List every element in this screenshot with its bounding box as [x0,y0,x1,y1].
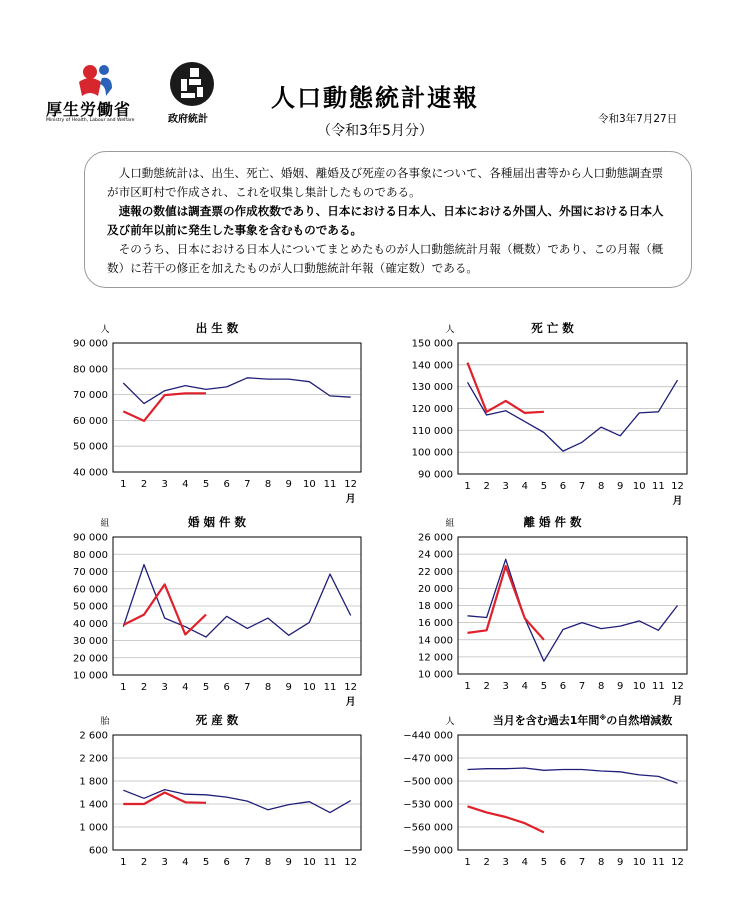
x-tick-label: 11 [652,681,665,692]
x-tick-label: 6 [223,479,230,490]
x-tick-label: 4 [182,857,189,868]
series-line-current-year [468,566,544,640]
x-tick-label: 1 [464,681,471,692]
y-tick-label: 140 000 [411,360,453,372]
x-tick-label: 10 [632,681,646,692]
y-tick-label: 20 000 [73,653,108,665]
x-tick-label: 5 [540,857,548,868]
chart-unit-label: 胎 [100,717,110,727]
chart-deaths [380,318,710,510]
series-line-current-year [468,363,544,413]
y-tick-label: 90 000 [73,532,108,544]
chart-title: 死 亡 数 [531,321,574,335]
x-tick-label: 11 [652,481,665,492]
notice-paragraph-1: 人口動態統計は、出生、死亡、婚姻、離婚及び死産の各事象について、各種届出書等から人口動態調査票が市区町村で作成され、これを収集し集計したものである。 [107,166,664,199]
x-tick-label: 8 [597,857,605,868]
chart-stillbirths [40,710,370,880]
x-tick-label: 6 [559,681,567,692]
y-tick-label: −500 000 [403,776,453,788]
y-tick-label: 20 000 [418,583,453,595]
chart-unit-label: 組 [445,519,455,529]
plot-frame [458,735,687,850]
x-tick-label: 12 [671,681,684,692]
x-tick-label: 6 [559,481,567,492]
y-tick-label: 16 000 [418,618,453,630]
y-tick-label: 90 000 [418,469,453,481]
x-tick-label: 7 [244,857,251,868]
x-tick-label: 5 [202,479,210,490]
y-tick-label: 80 000 [73,549,108,561]
y-tick-label: −530 000 [403,799,453,811]
x-tick-label: 12 [671,857,684,868]
x-tick-label: 9 [617,481,624,492]
x-tick-label: 10 [302,682,316,693]
y-tick-label: 10 000 [73,670,108,682]
x-tick-label: 11 [323,682,337,693]
chart-unit-label: 人 [100,325,110,335]
y-tick-label: 50 000 [73,441,108,453]
y-tick-label: 2 200 [79,753,108,765]
x-tick-label: 9 [285,479,292,490]
x-tick-label: 8 [597,481,605,492]
x-tick-label: 11 [323,857,337,868]
x-tick-label: 3 [161,857,168,868]
x-tick-label: 5 [202,857,210,868]
x-tick-label: 8 [264,857,272,868]
y-tick-label: 26 000 [418,532,453,544]
x-tick-label: 9 [285,857,292,868]
x-tick-label: 6 [559,857,567,868]
x-tick-label: 6 [223,857,230,868]
series-line-previous-year [123,790,350,813]
y-tick-label: 60 000 [73,415,108,427]
chart-unit-label: 人 [445,717,455,727]
x-tick-label: 7 [578,681,586,692]
publication-date: 令和3年7月27日 [598,113,678,125]
x-tick-label: 7 [244,682,251,693]
x-tick-label: 6 [223,682,230,693]
series-line-current-year [123,393,206,421]
plot-frame [113,735,361,850]
x-tick-label: 2 [140,857,148,868]
y-tick-label: 1 800 [79,776,108,788]
x-tick-label: 8 [264,479,272,490]
y-tick-label: −440 000 [403,730,453,742]
x-tick-label: 7 [578,857,586,868]
series-line-current-year [123,584,206,634]
x-tick-label: 2 [483,481,490,492]
x-tick-label: 3 [502,681,509,692]
x-tick-label: 8 [264,682,272,693]
x-tick-label: 12 [344,857,358,868]
y-tick-label: 1 400 [79,799,108,811]
document-title: 人口動態統計速報 [271,84,479,112]
chart-divorces [380,512,710,710]
chart-marriages [40,512,370,710]
y-tick-label: −470 000 [403,753,453,765]
chart-natural-change [380,710,710,880]
x-tick-label: 11 [323,479,337,490]
x-axis-label: 月 [672,696,683,707]
x-tick-label: 12 [671,481,684,492]
series-line-previous-year [468,380,678,451]
x-tick-label: 2 [483,857,490,868]
y-tick-label: 30 000 [73,636,108,647]
chart-title: 婚 姻 件 数 [187,515,247,529]
document-subtitle: （令和3年5月分） [317,123,433,139]
x-tick-label: 2 [140,682,148,693]
chart-births [40,318,370,510]
y-tick-label: 60 000 [73,584,108,596]
x-tick-label: 9 [285,682,292,693]
x-tick-label: 10 [302,857,316,868]
x-tick-label: 5 [540,681,548,692]
x-tick-label: 7 [578,481,586,492]
x-axis-label: 月 [345,697,356,708]
y-tick-label: 110 000 [411,425,453,437]
notice-paragraph-2: 速報の数値は調査票の作成枚数であり、日本における日本人、日本における外国人、外国における日本人及び前年以前に発生した事象を含むものである。 [107,204,664,237]
x-tick-label: 1 [120,857,127,868]
x-tick-label: 8 [597,681,605,692]
ministry-name-en: Ministry of Health, Labour and Welfare [46,118,135,123]
x-tick-label: 12 [344,479,358,490]
government-statistics-label: 政府統計 [168,114,208,125]
x-tick-label: 1 [120,479,127,490]
x-tick-label: 4 [521,481,528,492]
x-tick-label: 4 [521,681,528,692]
series-line-current-year [468,806,544,832]
y-tick-label: 100 000 [411,447,453,459]
y-tick-label: 2 600 [79,730,108,742]
x-tick-label: 3 [502,481,509,492]
x-tick-label: 1 [464,481,471,492]
series-line-previous-year [123,378,350,404]
chart-unit-label: 人 [445,325,455,335]
y-tick-label: 70 000 [73,390,108,402]
y-tick-label: 10 000 [418,669,453,681]
y-tick-label: 18 000 [418,601,453,612]
x-tick-label: 10 [632,481,646,492]
y-tick-label: −590 000 [403,845,453,857]
chart-title: 死 産 数 [195,713,239,727]
x-tick-label: 7 [244,479,251,490]
y-tick-label: 50 000 [73,601,108,613]
y-tick-label: 130 000 [411,382,453,394]
y-tick-label: 600 [88,845,108,857]
x-tick-label: 9 [617,857,624,868]
x-tick-label: 12 [344,682,358,693]
x-tick-label: 2 [140,479,148,490]
chart-title: 出 生 数 [195,321,239,335]
x-tick-label: 1 [464,857,471,868]
series-line-previous-year [123,565,350,637]
y-tick-label: 90 000 [73,338,108,350]
y-tick-label: 40 000 [73,618,108,630]
x-tick-label: 10 [632,857,646,868]
x-tick-label: 9 [617,681,624,692]
x-tick-label: 11 [652,857,665,868]
y-tick-label: 14 000 [418,635,453,647]
x-tick-label: 5 [202,682,210,693]
chart-title: 離 婚 件 数 [523,515,582,529]
x-tick-label: 5 [540,481,548,492]
y-tick-label: −560 000 [403,822,453,834]
y-tick-label: 120 000 [411,404,453,415]
plot-frame [113,343,361,472]
notice-box [84,151,692,288]
y-tick-label: 80 000 [73,364,108,376]
x-tick-label: 10 [302,479,316,490]
x-tick-label: 3 [161,682,168,693]
y-tick-label: 70 000 [73,567,108,578]
y-tick-label: 40 000 [73,467,108,479]
notice-paragraph-3: そのうち、日本における日本人についてまとめたものが人口動態統計月報（概数）であり、この月報（概数）に若干の修正を加えたものが人口動態統計年報（確定数）である。 [107,242,664,275]
y-tick-label: 1 000 [79,822,108,834]
y-tick-label: 24 000 [418,549,453,561]
x-tick-label: 4 [182,479,189,490]
series-line-previous-year [468,559,678,661]
y-tick-label: 22 000 [418,566,453,578]
y-tick-label: 150 000 [411,338,453,350]
x-tick-label: 3 [502,857,509,868]
x-tick-label: 1 [120,682,127,693]
chart-unit-label: 組 [100,519,110,529]
x-axis-label: 月 [345,494,356,505]
ministry-name: 厚生労働省 [46,100,132,119]
x-axis-label: 月 [672,496,683,507]
x-tick-label: 4 [182,682,189,693]
chart-title: 当月を含む過去1年間※の自然増減数 [492,714,673,727]
x-tick-label: 2 [483,681,490,692]
y-tick-label: 12 000 [418,652,453,664]
x-tick-label: 4 [521,857,528,868]
x-tick-label: 3 [161,479,168,490]
